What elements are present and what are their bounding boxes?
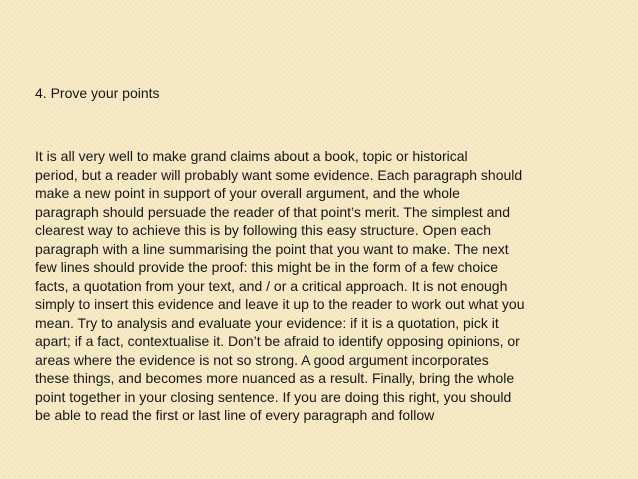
body-line: period, but a reader will probably want some evidence. Each paragraph should: [35, 166, 523, 183]
body-line: be able to read the first or last line of every paragraph and follow: [35, 407, 435, 423]
body-line: facts, a quotation from your text, and / or a critical approach. It is not enough: [35, 277, 508, 294]
body-line: paragraph should persuade the reader of that point’s merit. The simplest and: [35, 203, 510, 220]
body-line: apart; if a fact, contextualise it. Don’t be afraid to identify opposing opinions, or: [35, 333, 520, 349]
body-line: areas where the evidence is not so strong. A good argument incorporates: [35, 351, 489, 368]
body-line: few lines should provide the proof: this might be in the form of a few choice: [35, 259, 499, 275]
body-line: paragraph with a line summarising the point that you want to make. The next: [35, 240, 509, 257]
body-line: point together in your closing sentence. If you are doing this right, you should: [35, 388, 512, 405]
body-line: mean. Try to analysis and evaluate your evidence: if it is a quotation, pick it: [35, 314, 499, 331]
body-line: It is all very well to make grand claims about a book, topic or historical: [35, 148, 468, 164]
body-line: clearest way to achieve this is by following this easy structure. Open each: [35, 222, 491, 238]
body-line: make a new point in support of your overall argument, and the whole: [35, 185, 460, 201]
body-line: these things, and becomes more nuanced as a result. Finally, bring the whole: [35, 370, 515, 386]
body-line: simply to insert this evidence and leave it up to the reader to work out what you: [35, 296, 525, 312]
slide-heading: 4. Prove your points: [35, 85, 160, 101]
slide-body: [35, 147, 525, 425]
